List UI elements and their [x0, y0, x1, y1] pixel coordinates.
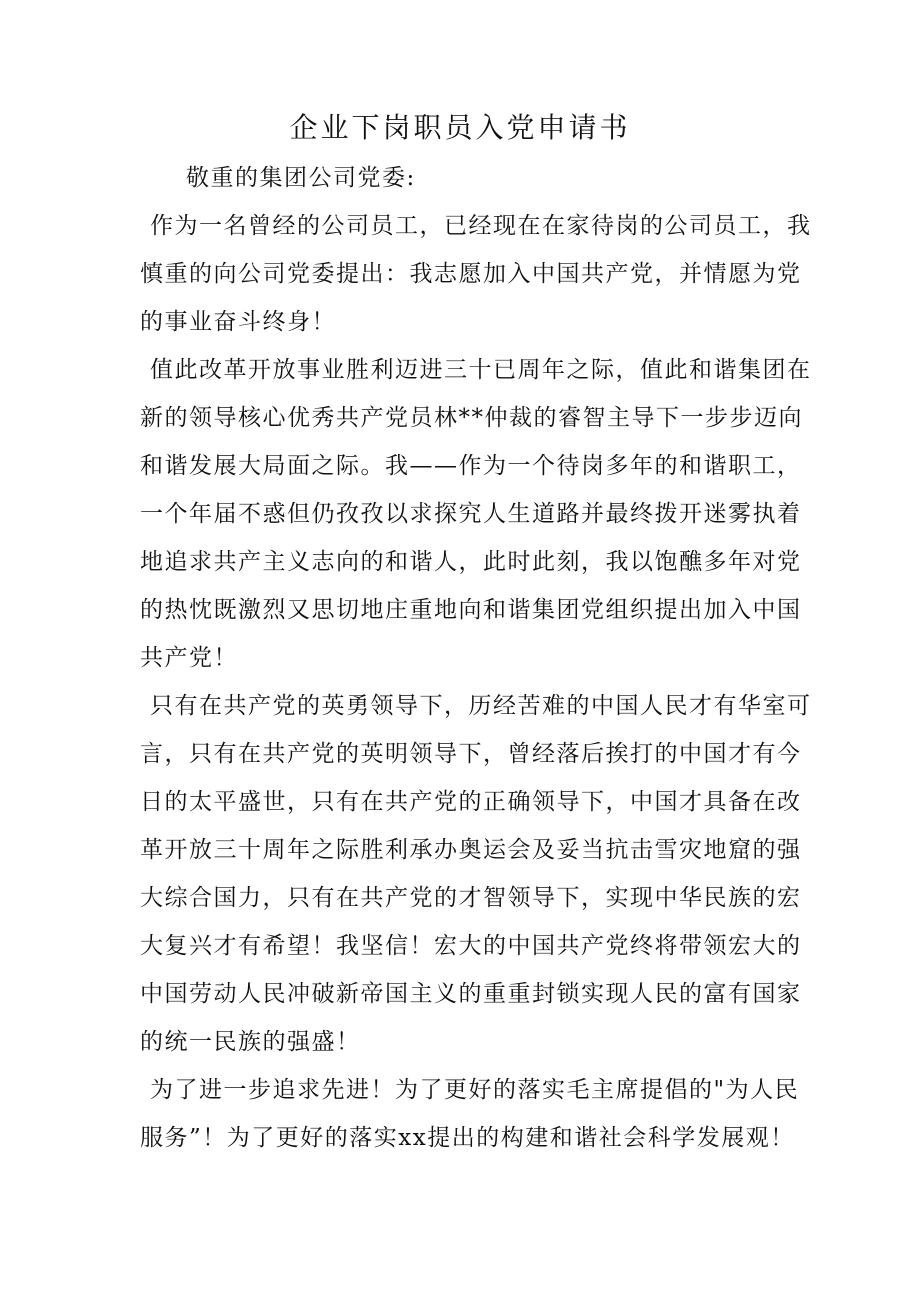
paragraph-line: 地追求共产主义志向的和谐人，此时此刻，我以饱醮多年对党	[140, 549, 802, 575]
paragraph-line: 的统一民族的强盛！	[140, 1029, 361, 1055]
salutation: 敬重的集团公司党委:	[186, 165, 416, 191]
paragraph-line: 的事业奋斗终身！	[140, 309, 336, 335]
paragraph-line: 大综合国力，只有在共产党的才智领导下，实现中华民族的宏	[140, 885, 802, 911]
paragraph-line: 一个年届不惑但仍孜孜以求探究人生道路并最终拨开迷雾执着	[140, 501, 802, 527]
paragraph-line: 革开放三十周年之际胜利承办奥运会及妥当抗击雪灾地窟的强	[140, 837, 802, 863]
paragraph-line: 言，只有在共产党的英明领导下，曾经落后挨打的中国才有今	[140, 741, 802, 767]
paragraph-line: 共产党！	[140, 645, 238, 671]
document-title: 企业下岗职员入党申请书	[289, 111, 631, 144]
paragraph-line: 服务”！为了更好的落实xx提出的构建和谐社会科学发展观！	[140, 1125, 795, 1151]
paragraph-line: 中国劳动人民冲破新帝国主义的重重封锁实现人民的富有国家	[140, 981, 802, 1007]
paragraph-line: 日的太平盛世，只有在共产党的正确领导下，中国才具备在改	[140, 789, 802, 815]
paragraph-line: 慎重的向公司党委提出：我志愿加入中国共产党，并情愿为党	[140, 261, 802, 287]
paragraph-line: 只有在共产党的英勇领导下，历经苦难的中国人民才有华室可	[150, 693, 812, 719]
paragraph-line: 作为一名曾经的公司员工，已经现在在家待岗的公司员工，我	[150, 213, 812, 239]
paragraph-line: 和谐发展大局面之际。我——作为一个待岗多年的和谐职工，	[140, 453, 802, 479]
paragraph-line: 值此改革开放事业胜利迈进三十已周年之际，值此和谐集团在	[150, 357, 812, 383]
paragraph-line: 新的领导核心优秀共产党员林**仲裁的睿智主导下一步步迈向	[140, 405, 803, 431]
paragraph-line: 大复兴才有希望！我坚信！宏大的中国共产党终将带领宏大的	[140, 933, 802, 959]
paragraph-line: 的热忱既激烈又思切地庄重地向和谐集团党组织提出加入中国	[140, 597, 802, 623]
paragraph-line: 为了进一步追求先进！为了更好的落实毛主席提倡的"为人民	[150, 1077, 800, 1103]
